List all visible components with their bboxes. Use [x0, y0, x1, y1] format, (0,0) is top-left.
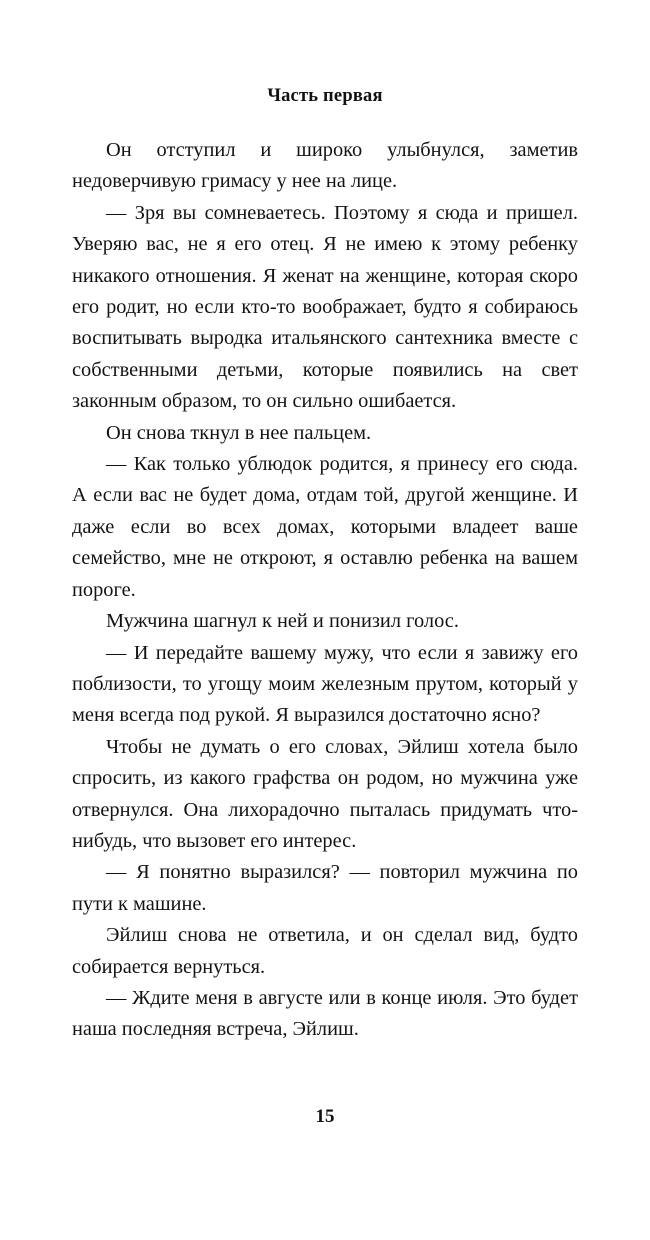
paragraph: — Зря вы сомневаетесь. Поэтому я сюда и пришел. Уверяю вас, не я его отец. Я не имею к этому ребенку никакого отношения. Я женат на женщине, которая скоро его родит, но если кто-то воображает, будто я собираюсь воспитывать выродка итальянского сантехника вместе с собственными детьми, которые появились на свет законным образом, то он сильно ошибается.: [72, 201, 578, 413]
paragraph: — Как только ублюдок родится, я принесу его сюда. А если вас не будет дома, отдам той, другой женщине. И даже если во всех домах, которыми владеет ваше семейство, мне не откроют, я оставлю ребенка на вашем пороге.: [72, 453, 578, 601]
paragraph: Он отступил и широко улыбнулся, заметив недоверчивую гримасу у нее на лице.: [72, 139, 578, 193]
paragraph: Мужчина шагнул к ней и понизил голос.: [106, 610, 459, 633]
paragraph: — И передайте вашему мужу, что если я завижу его поблизости, то угощу моим железным прутом, который у меня всегда под рукой. Я выразился достаточно ясно?: [72, 641, 578, 727]
page-number: 15: [315, 1106, 335, 1127]
paragraph: Он снова ткнул в нее пальцем.: [106, 421, 372, 444]
paragraph: Эйлиш снова не ответила, и он сделал вид, будто собирается вернуться.: [72, 924, 578, 978]
paragraph: — Ждите меня в августе или в конце июля. Это будет наша последняя встреча, Эйлиш.: [72, 986, 578, 1041]
paragraph: Чтобы не думать о его словах, Эйлиш хотела было спросить, из какого графства он родом, но мужчина уже отвернулся. Она лихорадочно пыталась придумать что-нибудь, что вызовет его интерес.: [72, 735, 578, 852]
running-head: Часть первая: [267, 86, 383, 106]
paragraph: — Я понятно выразился? — повторил мужчина по пути к машине.: [72, 861, 578, 915]
page-body: [72, 135, 578, 1046]
